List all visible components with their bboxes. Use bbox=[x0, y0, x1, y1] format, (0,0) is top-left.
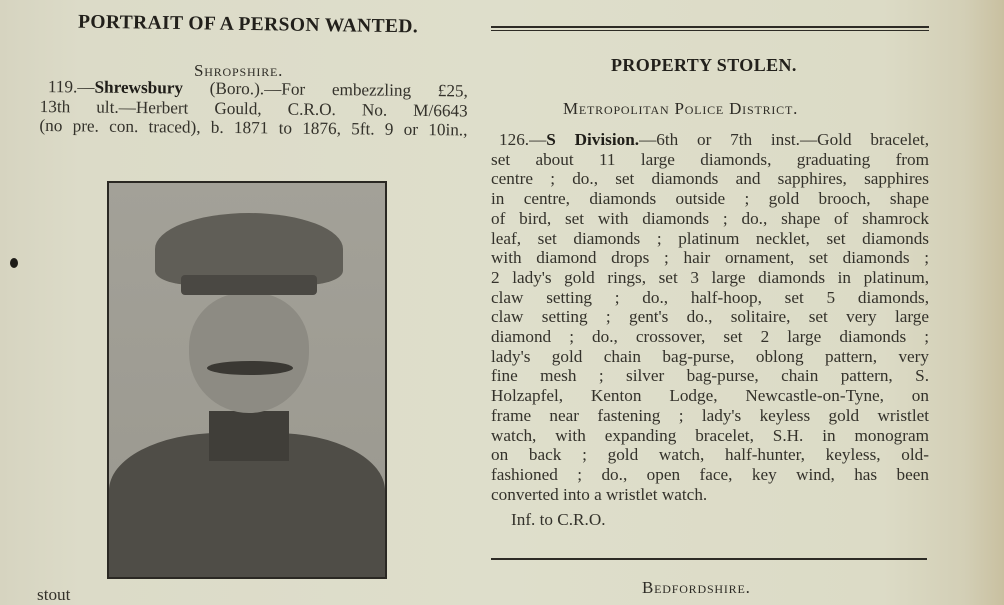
section-divider-rule bbox=[491, 558, 927, 560]
entry-number: 126.— bbox=[499, 130, 547, 149]
suspect-portrait-photo bbox=[107, 181, 387, 579]
entry-line: watch, with expanding bracelet, S.H. in monogram bbox=[491, 425, 929, 445]
entry-line: frame near fastening ; lady's keyless gold wristlet bbox=[491, 405, 929, 425]
county-heading-shropshire: Shropshire. bbox=[194, 61, 284, 80]
county-heading-bedfordshire: Bedfordshire. bbox=[642, 578, 751, 597]
entry-line: leaf, set diamonds ; platinum necklet, set diamonds bbox=[491, 228, 929, 248]
entry-line: in centre, diamonds outside ; gold brooch, shape bbox=[491, 189, 929, 209]
entry-line: Holzapfel, Kenton Lodge, Newcastle-on-Tyne, on bbox=[491, 386, 929, 406]
district-heading: Metropolitan Police District. bbox=[563, 99, 799, 118]
entry-line: claw setting ; gent's do., solitaire, set very large bbox=[491, 307, 929, 327]
dash: — bbox=[77, 77, 95, 97]
entry-number: 119. bbox=[47, 77, 78, 97]
entry-date-item: —6th or 7th inst.—Gold bracelet, bbox=[639, 130, 929, 149]
info-to-cro: Inf. to C.R.O. bbox=[511, 510, 606, 530]
entry-line: diamond ; do., crossover, set 2 large diamonds ; bbox=[491, 327, 929, 347]
stolen-property-entry bbox=[491, 130, 929, 530]
photo-collar bbox=[209, 411, 289, 461]
photo-mustache bbox=[207, 361, 293, 375]
entry-line: claw setting ; do., half-hoop, set 5 diamonds, bbox=[491, 287, 929, 307]
wanted-entry-line-2: 13th ult.—Herbert Gould, C.R.O. No. M/6643 bbox=[39, 96, 468, 121]
wanted-entry bbox=[39, 77, 468, 141]
entry-line: 2 lady's gold rings, set 3 large diamonds in platinum, bbox=[491, 267, 929, 287]
double-rule-top bbox=[491, 26, 929, 28]
entry-line: lady's gold chain bag-purse, oblong pattern, very bbox=[491, 346, 929, 366]
photo-face bbox=[189, 293, 309, 413]
wanted-entry-line-3: (no pre. con. traced), b. 1871 to 1876, 5ft. 9 or 10in., bbox=[39, 116, 468, 140]
entry-line: of bird, set with diamonds ; do., shape of shamrock bbox=[491, 208, 929, 228]
double-rule-top-2 bbox=[491, 30, 929, 31]
entry-offence: (Boro.).—For embezzling £25, bbox=[182, 78, 468, 101]
entry-line-first bbox=[491, 130, 929, 150]
binding-hole-mark bbox=[10, 258, 18, 268]
entry-division: S Division. bbox=[546, 130, 640, 149]
entry-place: Shrewsbury bbox=[94, 77, 184, 98]
entry-line-last: converted into a wristlet watch. bbox=[491, 484, 708, 504]
entry-line: with diamond drops ; hair ornament, set diamonds ; bbox=[491, 248, 929, 268]
entry-line: fashioned ; do., open face, key wind, has been bbox=[491, 464, 929, 484]
section-title-portrait: PORTRAIT OF A PERSON WANTED. bbox=[77, 11, 419, 38]
entry-line: fine mesh ; silver bag-purse, chain pattern, S. bbox=[491, 366, 929, 386]
wanted-continuation: stout bbox=[37, 585, 71, 604]
section-title-property-stolen: PROPERTY STOLEN. bbox=[611, 55, 797, 75]
entry-line: on back ; gold watch, half-hunter, keyless, old- bbox=[491, 445, 929, 465]
entry-line: centre ; do., set diamonds and sapphires, sapphires bbox=[491, 169, 929, 189]
entry-line: set about 11 large diamonds, graduating from bbox=[491, 149, 929, 169]
photo-cap-brim bbox=[181, 275, 317, 295]
